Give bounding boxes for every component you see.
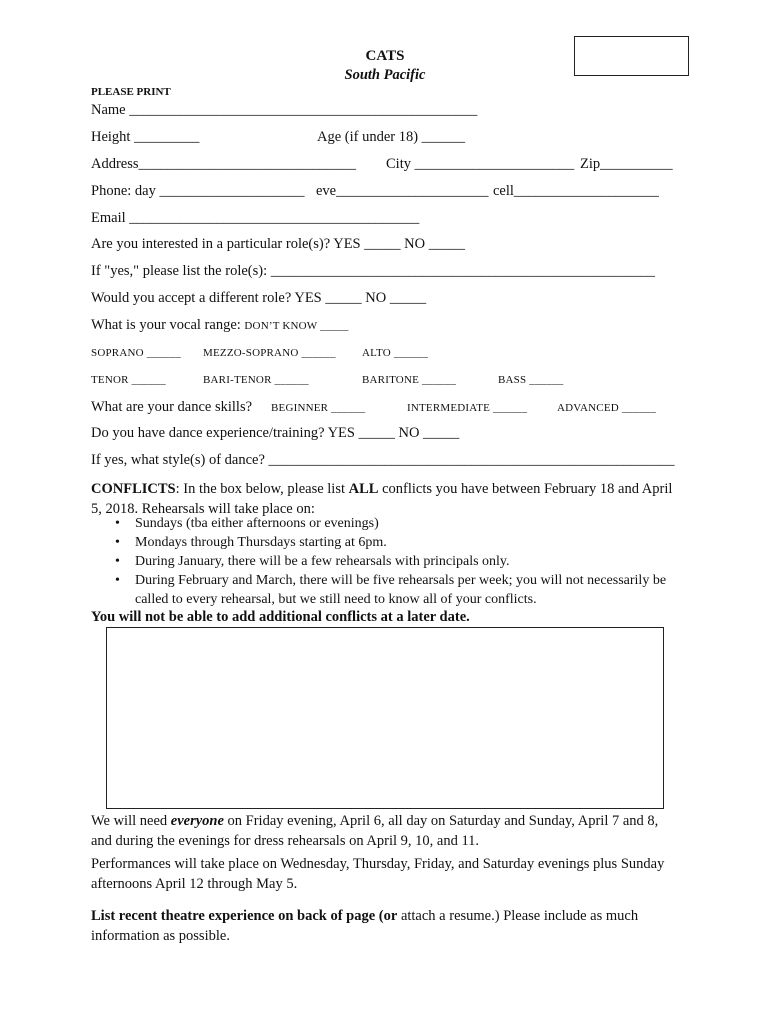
list-item: • During February and March, there will be five rehearsals per week; you will not necessarily be called to every rehearsal, but we still need to know all of your conflicts. bbox=[115, 571, 675, 609]
address-field[interactable]: Address______________________________ bbox=[91, 156, 357, 172]
height-field[interactable]: Height _________ bbox=[91, 129, 200, 145]
zip-field[interactable]: Zip__________ bbox=[580, 156, 673, 172]
show-subtitle: South Pacific bbox=[344, 67, 426, 83]
conflicts-intro-text-a: : In the box below, please list bbox=[175, 481, 349, 497]
experience-instruction: List recent theatre experience on back of page (or bbox=[91, 908, 398, 924]
list-item: • Mondays through Thursdays starting at 6pm. bbox=[115, 533, 675, 552]
tenor-option[interactable]: TENOR ______ bbox=[91, 374, 166, 386]
baritone-option[interactable]: BARITONE ______ bbox=[362, 374, 457, 386]
conflicts-intro-text-b: conflicts you have between February 18 and April 5, 2018. Rehearsals will take place on: bbox=[91, 481, 673, 517]
bari-tenor-option[interactable]: BARI-TENOR ______ bbox=[203, 374, 309, 386]
advanced-option[interactable]: ADVANCED ______ bbox=[557, 402, 657, 414]
beginner-option[interactable]: BEGINNER ______ bbox=[271, 402, 366, 414]
name-field[interactable]: Name ________________________________________________ bbox=[91, 102, 478, 118]
phone-day-field[interactable]: Phone: day ____________________ bbox=[91, 183, 305, 199]
everyone-emphasis: everyone bbox=[170, 813, 224, 829]
alto-option[interactable]: ALTO ______ bbox=[362, 347, 429, 359]
experience-paragraph bbox=[91, 906, 681, 946]
conflicts-intro bbox=[91, 479, 681, 519]
conflicts-entry-box[interactable] bbox=[106, 627, 664, 809]
conflicts-all-emphasis: ALL bbox=[348, 481, 379, 497]
conflicts-heading: CONFLICTS bbox=[91, 481, 176, 497]
email-field[interactable]: Email ________________________________________ bbox=[91, 210, 420, 226]
list-item: • Sundays (tba either afternoons or evenings) bbox=[115, 514, 675, 533]
rehearsal-schedule-list bbox=[115, 514, 675, 609]
vocal-range-label: What is your vocal range: bbox=[91, 317, 241, 333]
dance-skills-label: What are your dance skills? bbox=[91, 399, 253, 415]
age-field[interactable]: Age (if under 18) ______ bbox=[317, 129, 466, 145]
dance-experience-question[interactable]: Do you have dance experience/training? YES _____ NO _____ bbox=[91, 425, 460, 441]
city-field[interactable]: City ______________________ bbox=[386, 156, 575, 172]
role-list-field[interactable]: If "yes," please list the role(s): _____________________________________________________ bbox=[91, 263, 655, 279]
dance-style-field[interactable]: If yes, what style(s) of dance? ________________________________________________________ bbox=[91, 452, 675, 468]
required-dates-text-b: on Friday evening, April 6, all day on Saturday and Sunday, April 7 and 8, and during the evenings for dress rehearsals on April 9, 10, and 11. bbox=[91, 813, 659, 849]
form-title: CATS bbox=[365, 48, 405, 64]
bass-option[interactable]: BASS ______ bbox=[498, 374, 564, 386]
phone-eve-field[interactable]: eve_____________________ bbox=[316, 183, 489, 199]
performances-paragraph: Performances will take place on Wednesday, Thursday, Friday, and Saturday evenings plus Sunday afternoons April 12 through May 5. bbox=[91, 856, 665, 892]
different-role-question[interactable]: Would you accept a different role? YES _____ NO _____ bbox=[91, 290, 427, 306]
conflicts-warning: You will not be able to add additional conflicts at a later date. bbox=[91, 609, 470, 625]
soprano-option[interactable]: SOPRANO ______ bbox=[91, 347, 181, 359]
mezzo-soprano-option[interactable]: MEZZO-SOPRANO ______ bbox=[203, 347, 336, 359]
required-dates-paragraph bbox=[91, 811, 681, 851]
intermediate-option[interactable]: INTERMEDIATE ______ bbox=[407, 402, 528, 414]
list-item: • During January, there will be a few rehearsals with principals only. bbox=[115, 552, 675, 571]
dont-know-option[interactable]: DON’T KNOW _____ bbox=[244, 320, 349, 332]
role-interest-question[interactable]: Are you interested in a particular role(s)? YES _____ NO _____ bbox=[91, 236, 465, 252]
vocal-range-question bbox=[91, 317, 349, 334]
phone-cell-field[interactable]: cell____________________ bbox=[493, 183, 659, 199]
experience-instruction-rest: attach a resume.) Please include as much information as possible. bbox=[91, 908, 639, 944]
required-dates-text-a: We will need bbox=[91, 813, 171, 829]
please-print-label: PLEASE PRINT bbox=[91, 86, 171, 98]
